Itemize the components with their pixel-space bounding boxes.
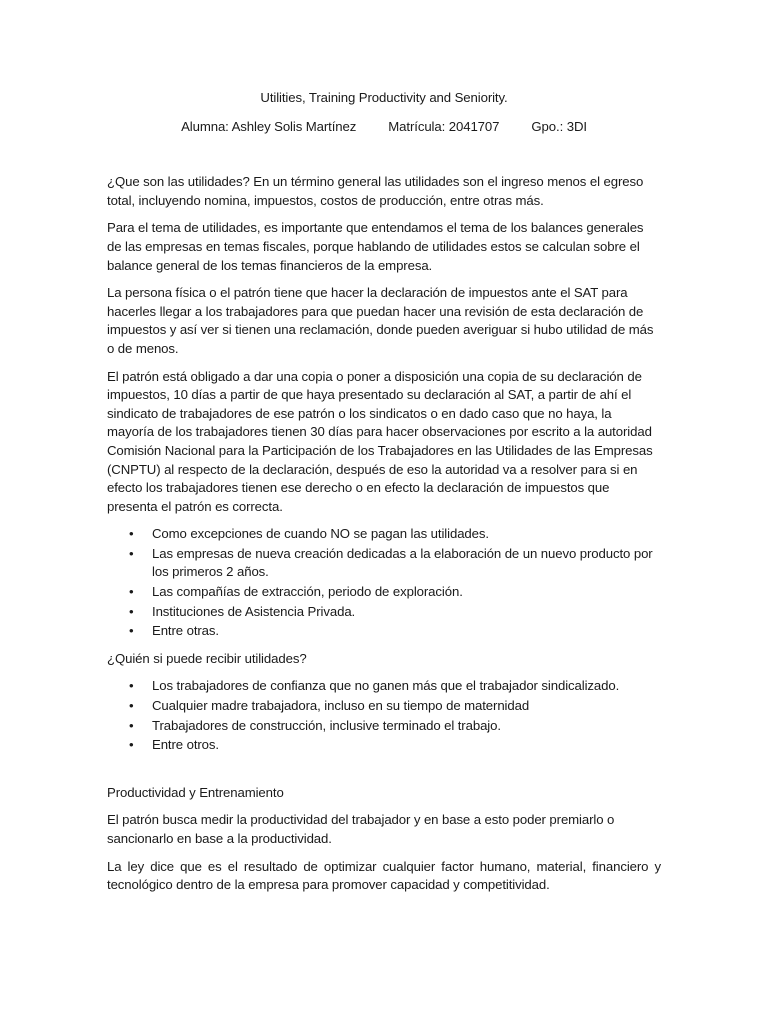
list-item	[107, 545, 661, 582]
document-body	[107, 89, 661, 904]
document-title: Utilities, Training Productivity and Seniority.	[260, 90, 508, 105]
student-group: Gpo.: 3DI	[531, 118, 587, 134]
list-item	[107, 603, 661, 622]
paragraph: ¿Que son las utilidades? En un término general las utilidades son el ingreso menos el egreso total, incluyendo nomina, impuestos, costos de producción, entre otras más.	[107, 174, 644, 208]
paragraph: La ley dice que es el resultado de optimizar cualquier factor humano, material, financiero y tecnológico dentro de la empresa para promover capacidad y competitividad.	[107, 858, 661, 893]
bullet-icon: •	[129, 623, 134, 639]
paragraph: Para el tema de utilidades, es importante que entendamos el tema de los balances generales de las empresas en temas fiscales, porque hablando de utilidades estos se calculan sobre el balance general de los temas financieros de la empresa.	[107, 220, 644, 273]
eligible-list	[107, 677, 661, 754]
list-item-text: Cualquier madre trabajadora, incluso en su tiempo de maternidad	[152, 698, 530, 714]
list-item-text: Trabajadores de construcción, inclusive terminado el trabajo.	[152, 717, 501, 733]
paragraph: El patrón está obligado a dar una copia o poner a disposición una copia de su declaración de impuestos, 10 días a partir de que haya presentado su declaración al SAT, a partir de ahí el sindicato de trabajadores de ese patrón o los sindicatos o en dado caso que no haya, la mayoría de los trabajadores tienen 30 días para hacer observaciones por escrito a la autoridad Comisión Nacional para la Participación de los Trabajadores en las Utilidades de las Empresas (CNPTU) al respecto de la declaración, después de eso la autoridad va a resolver para si en efecto los trabajadores tienen ese derecho o en efecto la declaración de impuestos que presenta el patrón es correcta.	[107, 368, 653, 514]
paragraph: El patrón busca medir la productividad del trabajador y en base a esto poder premiarlo o sancionarlo en base a la productividad.	[107, 812, 615, 846]
list-item	[107, 677, 661, 696]
bullet-icon: •	[129, 698, 134, 714]
section-heading: Productividad y Entrenamiento	[107, 784, 284, 800]
bullet-icon: •	[129, 545, 134, 561]
question-text: ¿Quién si puede recibir utilidades?	[107, 650, 307, 666]
list-item-text: Entre otros.	[152, 737, 219, 753]
bullet-icon: •	[129, 717, 134, 733]
list-item-text: Como excepciones de cuando NO se pagan las utilidades.	[152, 526, 489, 542]
list-item	[107, 525, 661, 544]
student-id: Matrícula: 2041707	[388, 118, 500, 134]
list-item-text: Las compañías de extracción, periodo de exploración.	[152, 584, 463, 600]
list-item	[107, 697, 661, 716]
bullet-icon: •	[129, 526, 134, 542]
bullet-icon: •	[129, 603, 134, 619]
exceptions-list	[107, 525, 661, 641]
bullet-icon: •	[129, 678, 134, 694]
paragraph: La persona física o el patrón tiene que hacer la declaración de impuestos ante el SAT para hacerles llegar a los trabajadores para que puedan hacer una revisión de esta declaración de impuestos y así ver si tienen una reclamación, donde pueden averiguar si hubo utilidad de más o de menos.	[107, 285, 654, 356]
list-item-text: Instituciones de Asistencia Privada.	[152, 603, 356, 619]
student-name: Alumna: Ashley Solis Martínez	[181, 118, 357, 134]
list-item-text: Entre otras.	[152, 623, 219, 639]
list-item	[107, 583, 661, 602]
list-item	[107, 736, 661, 755]
list-item-text: Las empresas de nueva creación dedicadas a la elaboración de un nuevo producto por los primeros 2 años.	[152, 545, 653, 580]
list-item-text: Los trabajadores de confianza que no ganen más que el trabajador sindicalizado.	[152, 678, 620, 694]
list-item	[107, 622, 661, 641]
bullet-icon: •	[129, 584, 134, 600]
list-item	[107, 717, 661, 736]
student-info	[107, 118, 661, 137]
bullet-icon: •	[129, 737, 134, 753]
